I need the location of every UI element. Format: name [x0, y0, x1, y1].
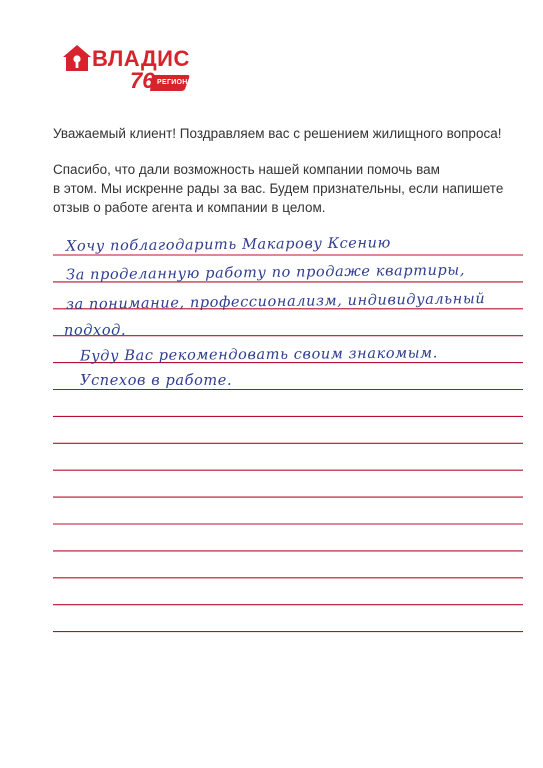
- intro-text-line-3: отзыв о работе агента и компании в целом.: [53, 200, 326, 215]
- intro-text-line-1: Спасибо, что дали возможность нашей компании помочь вам: [53, 162, 440, 177]
- review-line-4: подход.: [64, 323, 127, 339]
- review-line-6: Успехов в работе.: [80, 373, 233, 389]
- review-line-5: Буду Вас рекомендовать своим знакомым.: [79, 345, 439, 365]
- review-line-2: За проделанную работу по продаже квартиры,: [65, 262, 466, 284]
- logo-region-number: 76: [130, 68, 155, 93]
- logo-region-label: РЕГИОН: [157, 79, 188, 86]
- logo-brand-name: ВЛАДИС: [92, 46, 190, 71]
- review-line-3: за понимание, профессионализм, индивидуальный: [65, 291, 486, 313]
- review-line-1: Хочу поблагодарить Макарову Ксению: [65, 235, 391, 255]
- greeting-text: Уважаемый клиент! Поздравляем вас с решением жилищного вопроса!: [53, 126, 502, 141]
- intro-text-line-2: в этом. Мы искренне рады за вас. Будем признательны, если напишете: [53, 181, 504, 196]
